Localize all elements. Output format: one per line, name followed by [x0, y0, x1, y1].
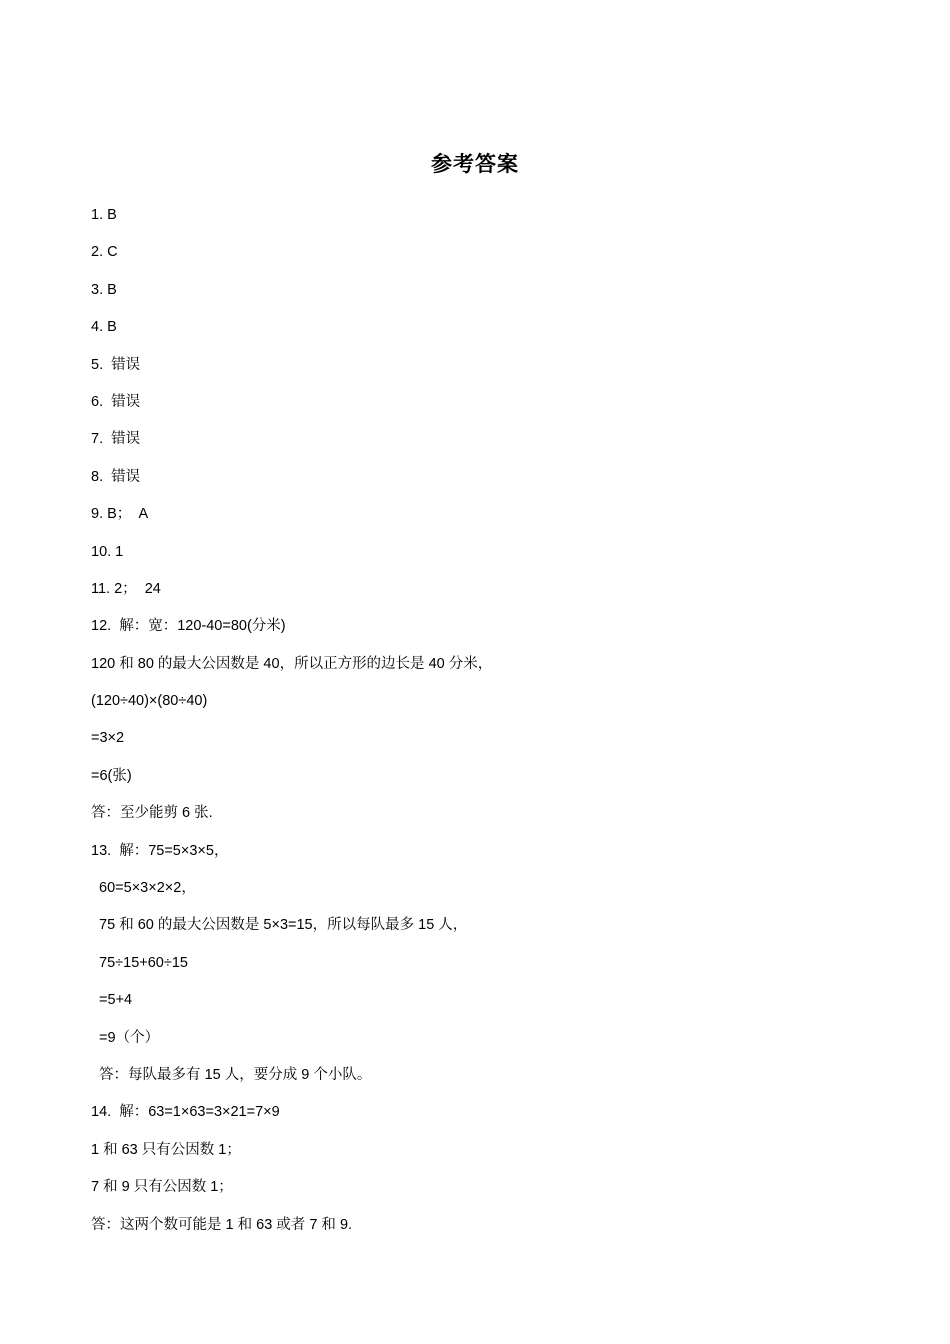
- answer-line: =6(张): [91, 767, 132, 784]
- answer-line: 60=5×3×2×2，: [91, 880, 196, 897]
- answer-line: 3. B: [91, 281, 117, 298]
- answer-line: 75 和 60 的最大公因数是 5×3=15，所以每队最多 15 人，: [91, 917, 468, 934]
- answer-line: 8. 错误: [91, 468, 141, 485]
- answer-line: 2. C: [91, 244, 118, 261]
- answer-line: 75÷15+60÷15: [91, 954, 188, 971]
- answer-line: 答：这两个数可能是 1 和 63 或者 7 和 9.: [91, 1216, 353, 1233]
- answer-line: 11. 2； 24: [91, 580, 161, 597]
- answer-line: 7 和 9 只有公因数 1；: [91, 1179, 233, 1196]
- answer-line: 7. 错误: [91, 431, 141, 448]
- page-title: 参考答案: [431, 153, 519, 176]
- answer-line: 答：每队最多有 15 人，要分成 9 个小队。: [91, 1066, 372, 1083]
- answer-line: (120÷40)×(80÷40): [91, 693, 208, 710]
- answer-line: 4. B: [91, 319, 117, 336]
- answer-line: 6. 错误: [91, 393, 141, 410]
- answer-line: 120 和 80 的最大公因数是 40，所以正方形的边长是 40 分米，: [91, 655, 493, 672]
- answer-line: 1 和 63 只有公因数 1；: [91, 1141, 241, 1158]
- answer-line: 5. 错误: [91, 356, 141, 373]
- answer-line: 答：至少能剪 6 张.: [91, 805, 213, 822]
- answer-line: 14. 解：63=1×63=3×21=7×9: [91, 1104, 280, 1121]
- answer-line: =9（个）: [91, 1029, 160, 1046]
- answer-line: =5+4: [91, 992, 133, 1009]
- answer-list: [91, 204, 871, 1251]
- answer-line: 1. B: [91, 207, 117, 223]
- answer-line: 12. 解：宽：120-40=80(分米): [91, 618, 286, 635]
- answer-line: 10. 1: [91, 543, 124, 560]
- answer-line: =3×2: [91, 730, 125, 747]
- answer-line: 9. B； A: [91, 506, 149, 523]
- answer-line: 13. 解：75=5×3×5，: [91, 842, 229, 859]
